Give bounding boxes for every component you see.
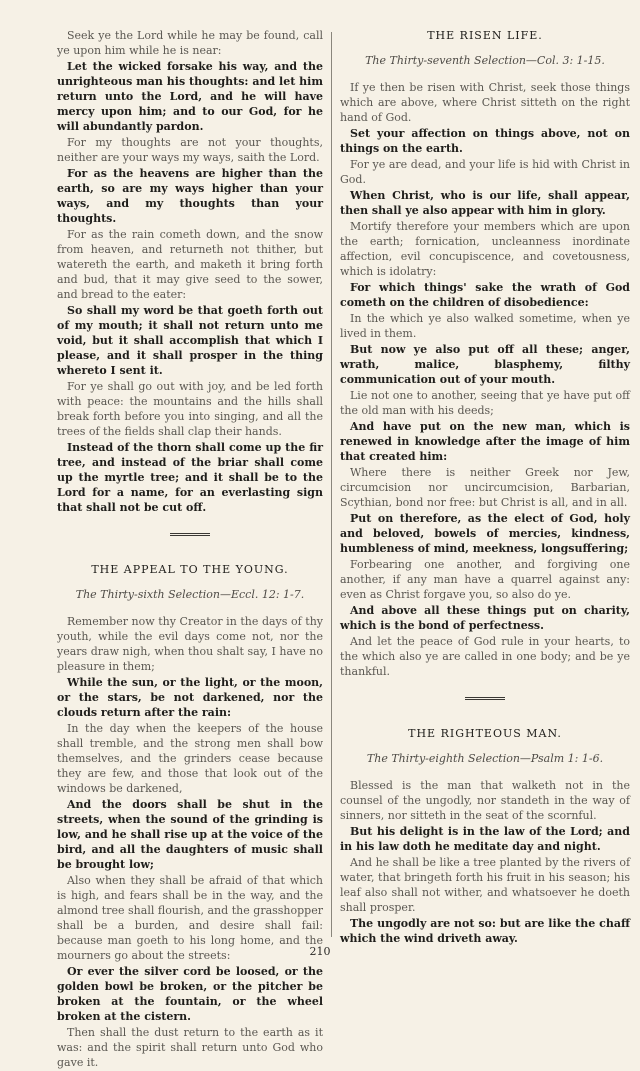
verse-paragraph: Remember now thy Creator in the days of thy youth, while the evil days come not, nor the years draw nigh, when thou shalt say, I have no pleasure in them;	[57, 615, 323, 673]
verse-paragraph: So shall my word be that goeth forth out of my mouth; it shall not return unto me void, but it shall accomplish that which I please, and it shall prosper in the thing whereto I sent it.	[57, 304, 323, 377]
verse-paragraph: And have put on the new man, which is renewed in knowledge after the image of him that created him:	[340, 420, 630, 463]
section-title-risen-life: THE RISEN LIFE.	[427, 29, 543, 42]
selection-reference: The Thirty-eighth Selection—Psalm 1: 1-6.	[366, 752, 604, 765]
verse-paragraph: The ungodly are not so: but are like the chaff which the wind driveth away.	[340, 917, 630, 945]
verse-paragraph: For as the rain cometh down, and the snow from heaven, and returneth not thither, but watereth the earth, and maketh it bring forth and bud, that it may give seed to the sower, and bread to the eater:	[57, 228, 323, 301]
verse-paragraph: And the doors shall be shut in the streets, when the sound of the grinding is low, and he shall rise up at the voice of the bird, and all the daughters of music shall be brought low;	[57, 798, 323, 871]
verse-paragraph: Instead of the thorn shall come up the fir tree, and instead of the briar shall come up the myrtle tree; and it shall be to the Lord for a name, for an everlasting sign that shall not be cut off.	[57, 441, 323, 514]
verse-paragraph: In the day when the keepers of the house shall tremble, and the strong men shall bow themselves, and the grinders cease because they are few, and those that look out of the windows be darkened,	[57, 722, 323, 795]
column-divider-rule	[331, 32, 332, 937]
section-title-appeal: THE APPEAL TO THE YOUNG.	[91, 563, 289, 576]
risen-life-passage	[340, 80, 630, 679]
verse-paragraph: When Christ, who is our life, shall appear, then shall ye also appear with him in glory.	[340, 189, 630, 217]
left-column	[57, 28, 323, 1071]
verse-paragraph: If ye then be risen with Christ, seek those things which are above, where Christ sitteth on the right hand of God.	[340, 81, 630, 124]
isaiah-passage	[57, 28, 323, 515]
selection-reference: The Thirty-seventh Selection—Col. 3: 1-15.	[365, 54, 605, 67]
verse-paragraph: Let the wicked forsake his way, and the unrighteous man his thoughts: and let him return unto the Lord, and he will have mercy upon him; and to our God, for he will abundantly pardon.	[57, 60, 323, 133]
verse-paragraph: Put on therefore, as the elect of God, holy and beloved, bowels of mercies, kindness, humbleness of mind, meekness, longsuffering;	[340, 512, 630, 555]
verse-paragraph: And above all these things put on charity, which is the bond of perfectness.	[340, 604, 630, 632]
page-number: 210	[309, 945, 331, 958]
right-column	[340, 28, 630, 947]
righteous-man-passage	[340, 778, 630, 946]
verse-paragraph: In the which ye also walked sometime, when ye lived in them.	[340, 312, 630, 340]
appeal-passage	[57, 614, 323, 1070]
verse-paragraph: But now ye also put off all these; anger, wrath, malice, blasphemy, filthy communication out of your mouth.	[340, 343, 630, 386]
verse-paragraph: For as the heavens are higher than the earth, so are my ways higher than your ways, and my thoughts than your thoughts.	[57, 167, 323, 225]
verse-paragraph: For my thoughts are not your thoughts, neither are your ways my ways, saith the Lord.	[57, 136, 323, 164]
verse-paragraph: While the sun, or the light, or the moon, or the stars, be not darkened, nor the clouds return after the rain:	[57, 676, 323, 719]
verse-paragraph: And he shall be like a tree planted by the rivers of water, that bringeth forth his fruit in his season; his leaf also shall not wither, and whatsoever he doeth shall prosper.	[340, 856, 631, 914]
selection-reference: The Thirty-sixth Selection—Eccl. 12: 1-7.	[75, 588, 305, 601]
section-title-righteous-man: THE RIGHTEOUS MAN.	[408, 727, 562, 740]
verse-paragraph: Lie not one to another, seeing that ye have put off the old man with his deeds;	[340, 389, 630, 417]
verse-paragraph: For ye are dead, and your life is hid with Christ in God.	[340, 158, 630, 186]
verse-paragraph: And let the peace of God rule in your hearts, to the which also ye are called in one body; and be ye thankful.	[340, 635, 630, 678]
verse-paragraph: But his delight is in the law of the Lord; and in his law doth he meditate day and night.	[340, 825, 630, 853]
verse-paragraph: Then shall the dust return to the earth as it was: and the spirit shall return unto God who gave it.	[57, 1026, 323, 1069]
verse-paragraph: Seek ye the Lord while he may be found, call ye upon him while he is near:	[57, 29, 323, 57]
verse-paragraph: Forbearing one another, and forgiving one another, if any man have a quarrel against any: even as Christ forgave you, so also do ye.	[340, 558, 630, 601]
verse-paragraph: For which things' sake the wrath of God cometh on the children of disobedience:	[340, 281, 630, 309]
verse-paragraph: Where there is neither Greek nor Jew, circumcision nor uncircumcision, Barbarian, Scythian, bond nor free: but Christ is all, and in all.	[340, 466, 630, 509]
verse-paragraph: Or ever the silver cord be loosed, or the golden bowl be broken, or the pitcher be broken at the fountain, or the wheel broken at the cistern.	[57, 965, 323, 1023]
section-divider	[170, 533, 210, 536]
verse-paragraph: Also when they shall be afraid of that which is high, and fears shall be in the way, and the almond tree shall flourish, and the grasshopper shall be a burden, and desire shall fail: because man goeth to his long home, and the mourners go about the streets:	[57, 874, 323, 962]
verse-paragraph: Set your affection on things above, not on things on the earth.	[340, 127, 630, 155]
verse-paragraph: Mortify therefore your members which are upon the earth; fornication, uncleanness inordinate affection, evil concupiscence, and covetousness, which is idolatry:	[340, 220, 630, 278]
verse-paragraph: For ye shall go out with joy, and be led forth with peace: the mountains and the hills shall break forth before you into singing, and all the trees of the fields shall clap their hands.	[57, 380, 323, 438]
section-divider	[465, 697, 505, 700]
verse-paragraph: Blessed is the man that walketh not in the counsel of the ungodly, nor standeth in the way of sinners, nor sitteth in the seat of the scornful.	[340, 779, 630, 822]
